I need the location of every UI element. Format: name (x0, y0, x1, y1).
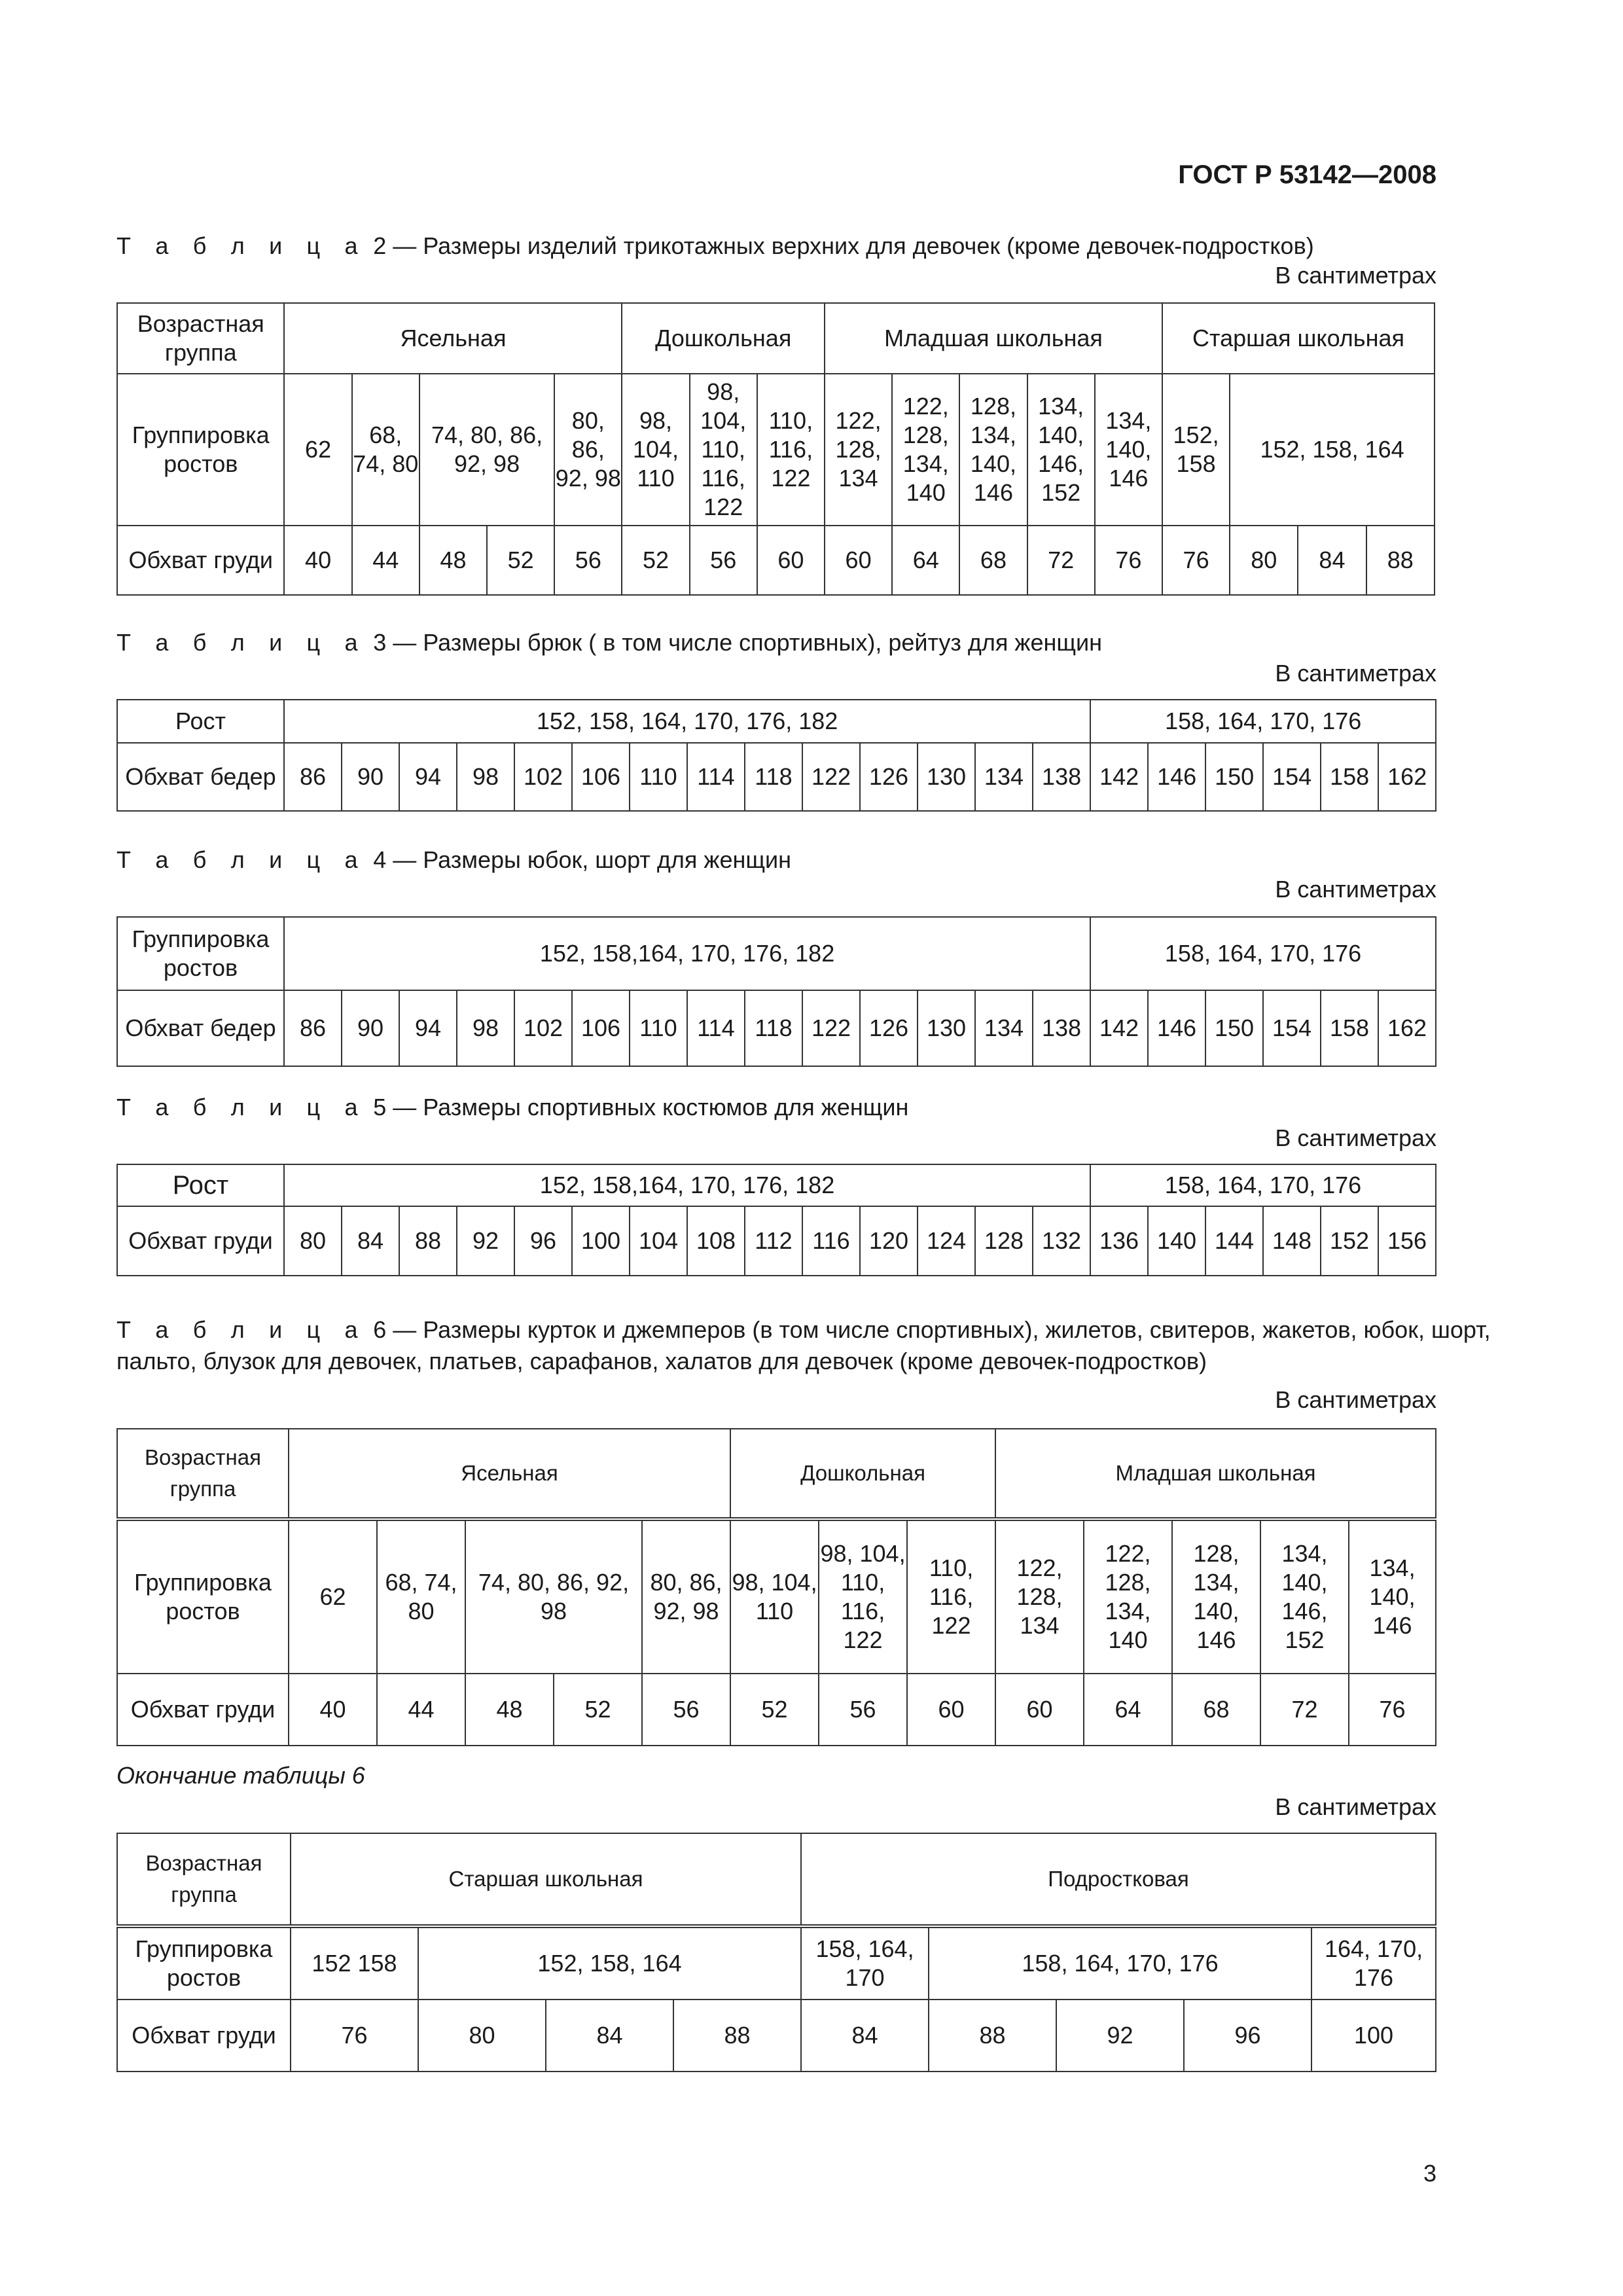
height-cell: 122, 128, 134 (825, 374, 892, 526)
table-6 (116, 1428, 1436, 1746)
value-cell: 84 (546, 2000, 673, 2072)
value-cell: 90 (342, 743, 399, 811)
row-label: Возрастная группа (117, 1429, 289, 1519)
value-cell: 84 (342, 1206, 399, 1276)
value-cell: 56 (554, 526, 622, 595)
value-cell: 126 (860, 990, 918, 1066)
value-cell: 134 (975, 743, 1033, 811)
value-cell: 108 (687, 1206, 745, 1276)
value-cell: 48 (419, 526, 487, 595)
value-cell: 88 (929, 2000, 1056, 2072)
value-cell: 80 (284, 1206, 342, 1276)
table-3 (116, 699, 1436, 812)
value-cell: 76 (291, 2000, 418, 2072)
height-cell: 158, 164, 170, 176 (929, 1926, 1311, 2000)
value-cell: 158 (1321, 990, 1378, 1066)
row-label: Группировка ростов (117, 917, 284, 990)
value-cell: 100 (572, 1206, 630, 1276)
height-cell: 128, 134, 140, 146 (959, 374, 1027, 526)
value-cell: 130 (918, 743, 975, 811)
age-group-cell: Младшая школьная (995, 1429, 1436, 1519)
value-cell: 90 (342, 990, 399, 1066)
age-group-cell: Младшая школьная (825, 303, 1162, 374)
row-label: Обхват груди (117, 2000, 291, 2072)
age-group-cell: Старшая школьная (291, 1833, 801, 1926)
value-cell: 154 (1263, 990, 1321, 1066)
age-group-cell: Дошкольная (622, 303, 825, 374)
value-cell: 118 (745, 743, 802, 811)
height-cell: 152 158 (291, 1926, 418, 2000)
units-note: В сантиметрах (1275, 876, 1436, 903)
height-cell: 98, 104, 110, 116, 122 (690, 374, 757, 526)
value-cell: 88 (673, 2000, 801, 2072)
units-note: В сантиметрах (1275, 660, 1436, 687)
value-cell: 122 (802, 743, 860, 811)
row-label: Обхват бедер (117, 990, 284, 1066)
value-cell: 122 (802, 990, 860, 1066)
height-cell: 110, 116, 122 (907, 1519, 995, 1674)
value-cell: 150 (1205, 743, 1263, 811)
value-cell: 102 (514, 990, 572, 1066)
value-cell: 80 (418, 2000, 546, 2072)
value-cell: 76 (1162, 526, 1230, 595)
row-label: Группировка ростов (117, 374, 284, 526)
row-label: Возрастная группа (117, 303, 284, 374)
height-cell: 164, 170, 176 (1311, 1926, 1436, 2000)
height-cell: 122, 128, 134 (995, 1519, 1084, 1674)
value-cell: 72 (1027, 526, 1095, 595)
height-cell: 134, 140, 146 (1349, 1519, 1436, 1674)
row-label: Группировка ростов (117, 1926, 291, 2000)
height-cell: 152, 158,164, 170, 176, 182 (284, 917, 1090, 990)
value-cell: 44 (377, 1674, 465, 1746)
value-cell: 156 (1378, 1206, 1436, 1276)
row-label: Рост (117, 700, 284, 743)
value-cell: 56 (642, 1674, 730, 1746)
table-4 (116, 916, 1436, 1067)
value-cell: 130 (918, 990, 975, 1066)
age-group-cell: Старшая школьная (1162, 303, 1435, 374)
height-cell: 62 (289, 1519, 377, 1674)
value-cell: 116 (802, 1206, 860, 1276)
row-label: Обхват бедер (117, 743, 284, 811)
value-cell: 140 (1148, 1206, 1205, 1276)
row-label: Группировка ростов (117, 1519, 289, 1674)
row-label: Обхват груди (117, 1674, 289, 1746)
height-cell: 158, 164, 170, 176 (1090, 917, 1436, 990)
height-cell: 134, 140, 146 (1095, 374, 1162, 526)
page-number: 3 (1423, 2160, 1436, 2187)
height-cell: 122, 128, 134, 140 (892, 374, 959, 526)
value-cell: 120 (860, 1206, 918, 1276)
value-cell: 52 (730, 1674, 819, 1746)
height-cell: 128, 134, 140, 146 (1172, 1519, 1260, 1674)
units-note: В сантиметрах (1275, 1386, 1436, 1413)
age-group-cell: Дошкольная (730, 1429, 995, 1519)
value-cell: 52 (622, 526, 689, 595)
value-cell: 114 (687, 743, 745, 811)
value-cell: 88 (399, 1206, 457, 1276)
value-cell: 44 (352, 526, 419, 595)
value-cell: 154 (1263, 743, 1321, 811)
value-cell: 80 (1230, 526, 1298, 595)
value-cell: 148 (1263, 1206, 1321, 1276)
value-cell: 56 (819, 1674, 907, 1746)
height-cell: 134, 140, 146, 152 (1027, 374, 1095, 526)
value-cell: 84 (801, 2000, 929, 2072)
value-cell: 158 (1321, 743, 1378, 811)
value-cell: 162 (1378, 743, 1436, 811)
value-cell: 56 (690, 526, 757, 595)
value-cell: 60 (825, 526, 892, 595)
height-cell: 80, 86, 92, 98 (554, 374, 622, 526)
age-group-cell: Ясельная (284, 303, 622, 374)
height-cell: 98, 104, 110 (622, 374, 689, 526)
row-label: Обхват груди (117, 1206, 284, 1276)
value-cell: 138 (1033, 990, 1090, 1066)
height-cell: 68, 74, 80 (352, 374, 419, 526)
height-cell: 74, 80, 86, 92, 98 (465, 1519, 642, 1674)
value-cell: 96 (514, 1206, 572, 1276)
value-cell: 86 (284, 990, 342, 1066)
table-6-continuation (116, 1833, 1436, 2072)
height-cell: 68, 74, 80 (377, 1519, 465, 1674)
value-cell: 52 (487, 526, 554, 595)
units-note: В сантиметрах (1275, 1793, 1436, 1820)
height-cell: 152, 158, 164, 170, 176, 182 (284, 700, 1090, 743)
value-cell: 92 (1056, 2000, 1184, 2072)
height-cell: 158, 164, 170 (801, 1926, 929, 2000)
value-cell: 60 (995, 1674, 1084, 1746)
value-cell: 142 (1090, 743, 1148, 811)
value-cell: 84 (1298, 526, 1366, 595)
height-cell: 152, 158, 164 (1230, 374, 1435, 526)
row-label: Рост (117, 1164, 284, 1206)
value-cell: 76 (1349, 1674, 1436, 1746)
units-note: В сантиметрах (1275, 1124, 1436, 1151)
height-cell: 110, 116, 122 (757, 374, 825, 526)
table-2-caption: Т а б л и ц а 2 — Размеры изделий трикотажных верхних для девочек (кроме девочек-подростков) (116, 232, 1314, 259)
table-5-caption: Т а б л и ц а 5 — Размеры спортивных костюмов для женщин (116, 1094, 909, 1121)
value-cell: 150 (1205, 990, 1263, 1066)
row-label: Обхват груди (117, 526, 284, 595)
value-cell: 138 (1033, 743, 1090, 811)
value-cell: 134 (975, 990, 1033, 1066)
value-cell: 72 (1260, 1674, 1349, 1746)
value-cell: 162 (1378, 990, 1436, 1066)
value-cell: 132 (1033, 1206, 1090, 1276)
value-cell: 94 (399, 990, 457, 1066)
units-note: В сантиметрах (1275, 262, 1436, 289)
value-cell: 60 (757, 526, 825, 595)
value-cell: 100 (1311, 2000, 1436, 2072)
height-cell: 122, 128, 134, 140 (1084, 1519, 1172, 1674)
height-cell: 152, 158 (1162, 374, 1230, 526)
standard-header: ГОСТ Р 53142—2008 (1178, 160, 1436, 189)
value-cell: 144 (1205, 1206, 1263, 1276)
value-cell: 64 (892, 526, 959, 595)
value-cell: 102 (514, 743, 572, 811)
value-cell: 106 (572, 990, 630, 1066)
value-cell: 98 (457, 743, 514, 811)
value-cell: 96 (1184, 2000, 1311, 2072)
value-cell: 114 (687, 990, 745, 1066)
value-cell: 136 (1090, 1206, 1148, 1276)
value-cell: 48 (465, 1674, 554, 1746)
value-cell: 76 (1095, 526, 1162, 595)
height-cell: 152, 158,164, 170, 176, 182 (284, 1164, 1090, 1206)
value-cell: 110 (630, 990, 687, 1066)
value-cell: 88 (1366, 526, 1435, 595)
table-5 (116, 1164, 1436, 1276)
height-cell: 158, 164, 170, 176 (1090, 1164, 1436, 1206)
value-cell: 92 (457, 1206, 514, 1276)
value-cell: 64 (1084, 1674, 1172, 1746)
height-cell: 152, 158, 164 (418, 1926, 801, 2000)
value-cell: 40 (284, 526, 351, 595)
value-cell: 124 (918, 1206, 975, 1276)
table-3-caption: Т а б л и ц а 3 — Размеры брюк ( в том числе спортивных), рейтуз для женщин (116, 629, 1103, 656)
height-cell: 98, 104, 110, 116, 122 (819, 1519, 907, 1674)
height-cell: 62 (284, 374, 351, 526)
value-cell: 128 (975, 1206, 1033, 1276)
height-cell: 98, 104, 110 (730, 1519, 819, 1674)
value-cell: 146 (1148, 990, 1205, 1066)
table-6-continuation-caption: Окончание таблицы 6 (116, 1762, 365, 1789)
table-2 (116, 302, 1435, 596)
value-cell: 104 (630, 1206, 687, 1276)
height-cell: 158, 164, 170, 176 (1090, 700, 1436, 743)
value-cell: 60 (907, 1674, 995, 1746)
row-label: Возрастная группа (117, 1833, 291, 1926)
age-group-cell: Ясельная (289, 1429, 730, 1519)
value-cell: 146 (1148, 743, 1205, 811)
value-cell: 110 (630, 743, 687, 811)
value-cell: 40 (289, 1674, 377, 1746)
value-cell: 86 (284, 743, 342, 811)
height-cell: 134, 140, 146, 152 (1260, 1519, 1349, 1674)
value-cell: 126 (860, 743, 918, 811)
value-cell: 68 (1172, 1674, 1260, 1746)
value-cell: 94 (399, 743, 457, 811)
value-cell: 112 (745, 1206, 802, 1276)
value-cell: 142 (1090, 990, 1148, 1066)
table-4-caption: Т а б л и ц а 4 — Размеры юбок, шорт для женщин (116, 846, 792, 873)
value-cell: 52 (554, 1674, 642, 1746)
height-cell: 80, 86, 92, 98 (642, 1519, 730, 1674)
height-cell: 74, 80, 86, 92, 98 (419, 374, 554, 526)
value-cell: 98 (457, 990, 514, 1066)
age-group-cell: Подростковая (801, 1833, 1436, 1926)
value-cell: 68 (959, 526, 1027, 595)
value-cell: 152 (1321, 1206, 1378, 1276)
value-cell: 106 (572, 743, 630, 811)
table-6-caption: Т а б л и ц а 6 — Размеры курток и джемперов (в том числе спортивных), жилетов, свитеров, жакетов, юбок, шорт, пальто, блузок для девочек, платьев, сарафанов, халатов для девочек (кроме девочек-подростков) (116, 1316, 1491, 1374)
value-cell: 118 (745, 990, 802, 1066)
